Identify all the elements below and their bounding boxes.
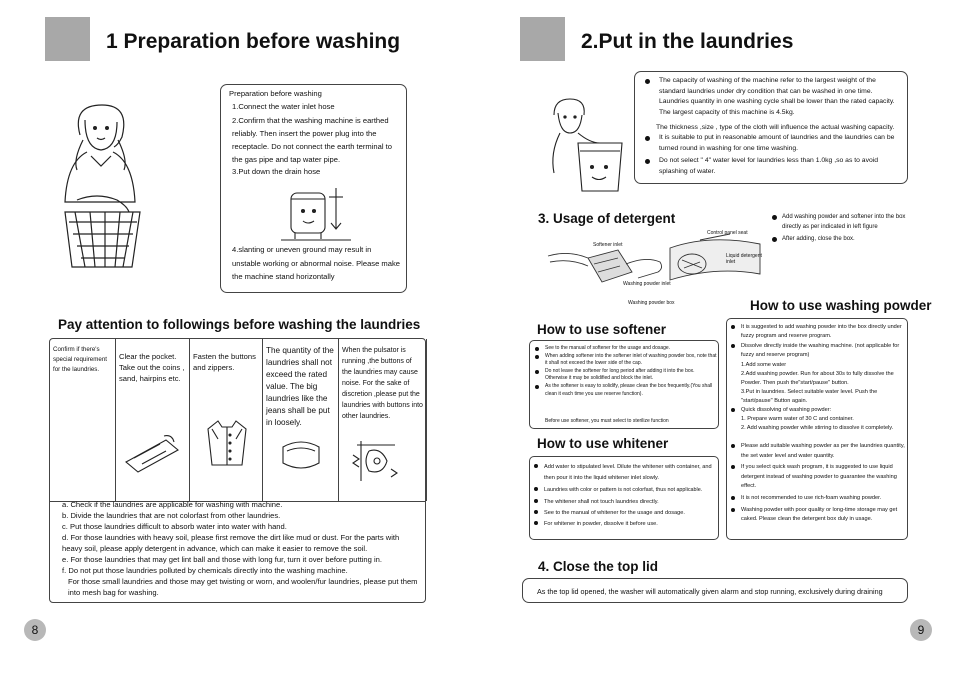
softener-bullet-4 <box>535 383 717 398</box>
powder-step-1: 1.Add some water <box>741 362 787 368</box>
note-d: d. For those laundries with heavy soil, please first remove the dirt like mud or dust. For the parts with heavy soil, please apply detergent in advance, which can make it easier to remove the soil. <box>62 533 400 553</box>
whitener-bullet-1 <box>534 462 718 484</box>
powder-bullet-3 <box>731 442 906 461</box>
capacity-bullet-2-text: It is suitable to put in reasonable amount of laundries and the laundries can be turned round in washing for one time washing. <box>659 134 895 152</box>
whitener-list <box>534 462 718 530</box>
whitener-bullet-4 <box>534 508 718 519</box>
attention-table <box>49 338 426 603</box>
table-cell-1-text: Confirm if there's special requirement for the laundries. <box>53 346 107 373</box>
capacity-thickness: The thickness ,size , type of the cloth will influence the actual washing capacity. <box>656 124 895 131</box>
softener-list <box>535 345 717 398</box>
table-cell-1 <box>50 339 116 501</box>
detergent-bullet-1-text: Add washing powder and softener into the box directly as per indicated in left figure <box>782 214 906 230</box>
powder-bullet-1 <box>731 323 906 342</box>
powder-bullet-1-text: It is suggested to add washing powder into the box directly under fuzzy program and reserve program. <box>741 324 902 340</box>
powder-bullet-6-text: Washing powder with poor quality or long-time storage may get caked. Please clean the detergent box duly in usage. <box>741 506 898 523</box>
whitener-bullet-5 <box>534 519 718 530</box>
powder-bullet-6 <box>731 506 906 525</box>
section-marker-left <box>45 17 90 61</box>
powder-list-quick <box>731 406 906 415</box>
powder-quick-step-1: 1. Prepare warm water of 30 C and container. <box>741 416 854 422</box>
powder-bullet-quick-text: Quick dissolving of washing powder: <box>741 407 832 413</box>
detergent-diagram <box>540 228 770 318</box>
capacity-bullet-3-text: Do not select " 4" water level for laundries less than 1.0kg ,so as to avoid splashing of water. <box>659 157 879 175</box>
table-cell-5-text: When the pulsator is running ,the buttons of the laundries may cause noise. For the sake of discretion ,please put the laundries with buttons into other laundries. <box>342 347 423 420</box>
softener-sterilize-note: Before use softener, you must select to sterilize function <box>545 418 669 424</box>
page-number-right: 9 <box>910 619 932 641</box>
woman-basket-illustration <box>55 100 150 275</box>
page-number-left: 8 <box>24 619 46 641</box>
label-softener-inlet: Softener inlet <box>593 242 623 248</box>
capacity-bullet-1-text: The capacity of washing of the machine refer to the largest weight of the standard laundries under dry condition that can be washed in one time. Laundries quantity in one washing cycle shall be lower than the rated capacity. The largest capacity of this machine is 4.5kg. <box>659 77 895 116</box>
jeans-illustration <box>279 439 323 471</box>
table-cell-5 <box>339 339 427 501</box>
attention-heading: Pay attention to followings before washing the laundries <box>58 317 421 332</box>
preparation-box <box>220 84 407 293</box>
softener-heading: How to use softener <box>537 322 667 337</box>
table-cell-2 <box>116 339 190 501</box>
whitener-bullet-4-text: See to the manual of whitener for the usage and dosage. <box>544 510 685 516</box>
note-a: a. Check if the laundries are applicable for washing with machine. <box>62 500 283 509</box>
powder-bullet-2 <box>731 342 906 361</box>
whitener-bullet-1-text: Add water to stipulated level. Dilute the whitener with container, and then pour it into the liquid whitener inlet slowly. <box>544 464 712 481</box>
whitener-box <box>529 456 719 540</box>
powder-bullet-5 <box>731 494 906 504</box>
pocket-illustration <box>124 434 184 474</box>
notes-list <box>60 499 422 598</box>
softener-bullet-1-text: See to the manual of softener for the usage and dosage. <box>545 345 671 351</box>
capacity-bullet-3 <box>645 156 903 177</box>
powder-bullet-3-text: Please add suitable washing powder as per the laundries quantity, the set water level and water quantity. <box>741 443 905 459</box>
softener-bullet-3-text: Do not leave the softener for long period after adding it into the box. Otherwise it may be solidified and block the inlet. <box>545 367 695 382</box>
softener-box <box>529 340 719 429</box>
whitener-bullet-2 <box>534 485 718 496</box>
table-cell-4 <box>263 339 339 501</box>
whitener-bullet-2-text: Laundries with color or pattern is not colorfast, thus not applicable. <box>544 487 703 493</box>
powder-heading: How to use washing powder <box>750 298 932 313</box>
capacity-box <box>634 71 908 184</box>
whitener-bullet-3 <box>534 497 718 508</box>
prep-item-2: 2.Confirm that the washing machine is earthed reliably. Then insert the power plug into the receptacle. Do not connect the earth terminal to the gas pipe and tap water pipe. <box>232 116 392 164</box>
powder-list-2 <box>731 442 906 525</box>
prep-item-4: 4.slanting or uneven ground may result in unstable working or abnormal noise. Please make the machine stand horizontally <box>232 245 400 281</box>
capacity-list-2 <box>645 133 903 177</box>
softener-bullet-1 <box>535 345 717 353</box>
lid-box <box>522 578 908 603</box>
table-cell-4-text: The quantity of the laundries shall not exceed the rated value. The big laundries like the jeans shall be put in loosely. <box>266 346 334 427</box>
detergent-bullet-1 <box>772 212 908 232</box>
capacity-bullet-1 <box>645 76 903 118</box>
note-f: f. Do not put those laundries polluted by chemicals directly into the washing machine. <box>62 566 348 575</box>
powder-bullet-2-text: Dissolve directly inside the washing machine. (not applicable for fuzzy and reserve program) <box>741 342 900 359</box>
table-cell-3 <box>190 339 263 501</box>
shirt-illustration <box>206 419 248 469</box>
softener-bullet-4-text: As the softener is easy to solidify, please clean the box frequently.(You shall clean it each time you use reserve function). <box>545 382 713 397</box>
label-powder-box: Washing powder box <box>628 300 675 306</box>
machine-level-illustration <box>281 183 351 241</box>
softener-bullet-2 <box>535 353 717 368</box>
powder-step-2: 2.Add washing powder. Run for about 30s to fully dissolve the Powder. Then push the"start/pause" button. <box>741 371 894 386</box>
lid-heading: 4. Close the top lid <box>538 559 659 574</box>
table-cell-2-text: Clear the pocket. Take out the coins , sand, hairpins etc. <box>119 352 185 383</box>
detergent-bullets <box>772 212 908 244</box>
powder-bullet-4-text: If you select quick wash program, it is suggested to use liquid detergent instead of washing powder to guarantee the washing effect. <box>741 464 897 490</box>
note-mesh-bag: For those small laundries and those may get twisting or worn, and woolen/fur laundries, please put them into mesh bag for washing. <box>68 577 418 597</box>
powder-quick-step-2: 2. Add washing powder while stirring to dissolve it completely. <box>741 425 894 431</box>
section-marker-right <box>520 17 565 61</box>
powder-box <box>726 318 908 540</box>
softener-bullet-2-text: When adding softener into the softener inlet of washing powder box, note that it shall not exceed the lower side of the cap. <box>545 352 717 367</box>
label-liquid-detergent: Liquid detergent inlet <box>726 253 762 265</box>
note-b: b. Divide the laundries that are not colorfast from other laundries. <box>62 511 281 520</box>
page-title-right: 2.Put in the laundries <box>581 30 794 53</box>
button-noise-illustration <box>351 435 401 485</box>
capacity-list <box>645 76 903 118</box>
powder-bullet-quick <box>731 406 906 415</box>
label-powder-inlet: Washing powder inlet <box>623 281 671 287</box>
whitener-bullet-3-text: The whitener shall not touch laundries directly. <box>544 499 659 505</box>
note-c: c. Put those laundries difficult to absorb water into water with hand. <box>62 522 287 531</box>
detergent-bullet-2 <box>772 234 908 244</box>
detergent-heading: 3. Usage of detergent <box>538 211 676 226</box>
detergent-bullet-2-text: After adding, close the box. <box>782 236 855 242</box>
lid-text: As the top lid opened, the washer will automatically given alarm and stop running, exclusively during draining <box>537 587 883 596</box>
note-e: e. For those laundries that may get lint ball and those with long fur, turn it over before putting in. <box>62 555 382 564</box>
prep-item-1: 1.Connect the water inlet hose <box>232 102 335 111</box>
whitener-bullet-5-text: For whitener in powder, dissolve it before use. <box>544 521 658 527</box>
powder-step-3: 3.Put in laundries. Select suitable water level. Push the "start/pause" Button again. <box>741 389 878 404</box>
softener-bullet-3 <box>535 368 717 383</box>
prep-heading: Preparation before washing <box>229 89 322 98</box>
capacity-bullet-2 <box>645 133 903 154</box>
prep-item-3: 3.Put down the drain hose <box>232 167 321 176</box>
table-cell-3-text: Fasten the buttons and zippers. <box>193 352 256 372</box>
woman-washer-illustration <box>548 95 628 195</box>
powder-list <box>731 323 906 361</box>
label-control-panel: Control panel seat <box>707 230 748 236</box>
whitener-heading: How to use whitener <box>537 436 669 451</box>
page-title-left: 1 Preparation before washing <box>106 30 401 53</box>
powder-bullet-5-text: It is not recommended to use rich-foam washing powder. <box>741 494 882 501</box>
powder-bullet-4 <box>731 463 906 492</box>
